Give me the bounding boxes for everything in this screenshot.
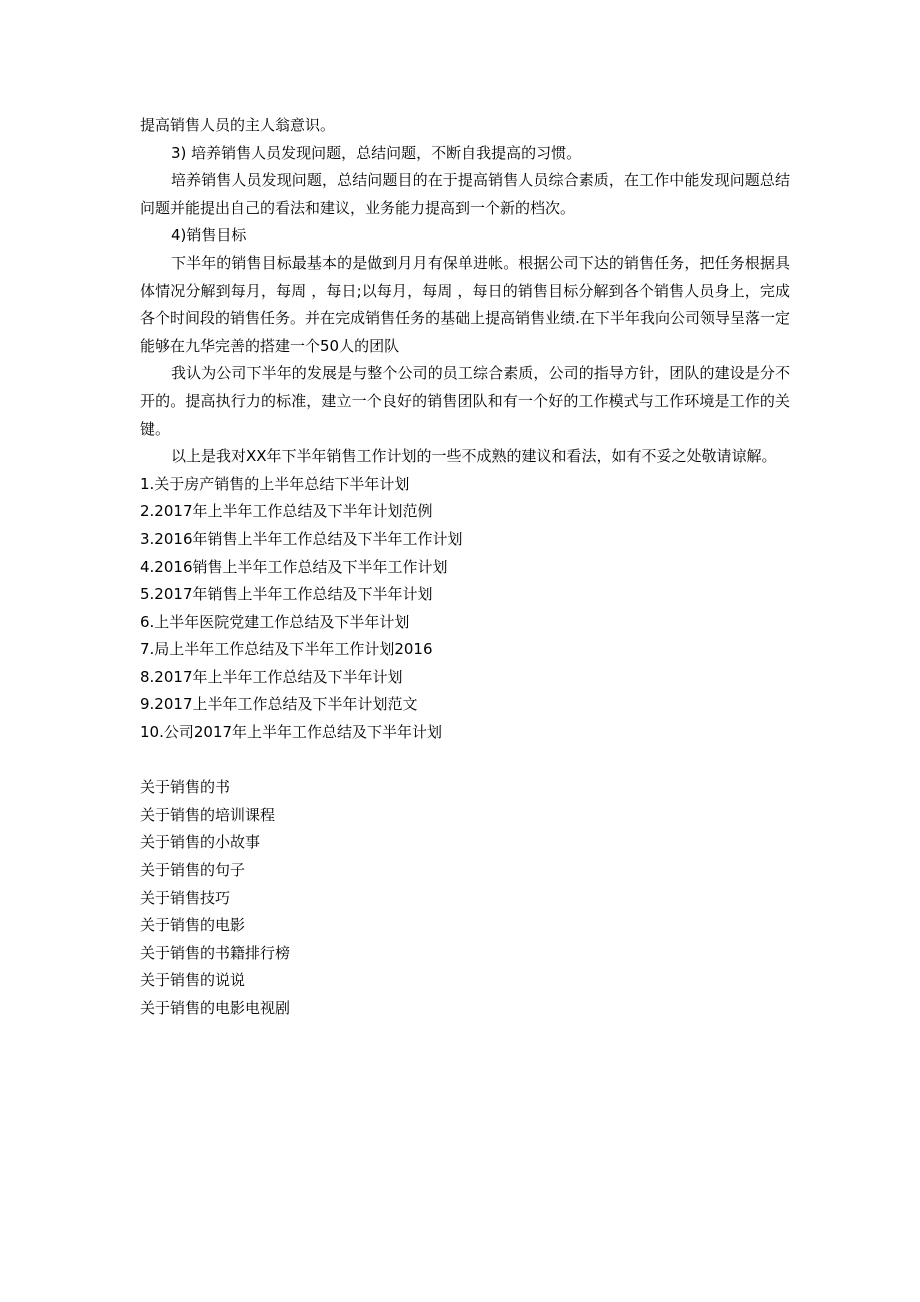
- numbered-link[interactable]: 5.2017年销售上半年工作总结及下半年计划: [140, 585, 433, 604]
- numbered-link[interactable]: 7.局上半年工作总结及下半年工作计划2016: [140, 640, 433, 659]
- related-link[interactable]: 关于销售的书籍排行榜: [140, 943, 291, 962]
- numbered-link[interactable]: 6.上半年医院党建工作总结及下半年计划: [140, 612, 410, 631]
- numbered-link[interactable]: 4.2016销售上半年工作总结及下半年工作计划: [140, 557, 448, 576]
- related-link[interactable]: 关于销售的句子: [140, 861, 246, 880]
- numbered-link[interactable]: 3.2016年销售上半年工作总结及下半年工作计划: [140, 529, 463, 548]
- paragraph: 我认为公司下半年的发展是与整个公司的员工综合素质，公司的指导方针，团队的建设是分不开的。提高执行力的标准，建立一个良好的销售团队和有一个好的工作模式与工作环境是工作的关键。: [140, 364, 790, 438]
- numbered-link[interactable]: 2.2017年上半年工作总结及下半年计划范例: [140, 502, 433, 521]
- related-link[interactable]: 关于销售的说说: [140, 971, 246, 990]
- paragraph: 4)销售目标: [171, 226, 247, 245]
- numbered-link-list: [140, 471, 790, 747]
- related-link[interactable]: 关于销售技巧: [140, 888, 231, 907]
- numbered-link[interactable]: 8.2017年上半年工作总结及下半年计划: [140, 667, 403, 686]
- related-link-list: [140, 774, 790, 1022]
- related-link[interactable]: 关于销售的书: [140, 778, 231, 797]
- paragraph: 提高销售人员的主人翁意识。: [140, 116, 336, 134]
- related-link[interactable]: 关于销售的培训课程: [140, 805, 276, 824]
- paragraph: 以上是我对XX年下半年销售工作计划的一些不成熟的建议和看法，如有不妥之处敬请谅解。: [171, 447, 777, 466]
- numbered-link[interactable]: 1.关于房产销售的上半年总结下半年计划: [140, 474, 410, 493]
- related-link[interactable]: 关于销售的小故事: [140, 833, 261, 852]
- numbered-link[interactable]: 10.公司2017年上半年工作总结及下半年计划: [140, 723, 443, 742]
- numbered-link[interactable]: 9.2017上半年工作总结及下半年计划范文: [140, 695, 418, 714]
- section-gap: [140, 747, 790, 775]
- paragraph: 培养销售人员发现问题，总结问题目的在于提高销售人员综合素质，在工作中能发现问题总结问题并能提出自己的看法和建议，业务能力提高到一个新的档次。: [140, 171, 790, 217]
- document-body: [140, 112, 790, 1023]
- related-link[interactable]: 关于销售的电影电视剧: [140, 999, 291, 1017]
- paragraph: 下半年的销售目标最基本的是做到月月有保单进帐。根据公司下达的销售任务，把任务根据具体情况分解到每月，每周 ，每日;以每月，每周 ，每日的销售目标分解到各个销售人员身上，完成各个时间段的销售任务。并在完成销售任务的基础上提高销售业绩.在下半年我向公司领导呈落一定能够在九华完善的搭建一个50人的团队: [140, 253, 790, 355]
- paragraph: 3) 培养销售人员发现问题，总结问题，不断自我提高的习惯。: [171, 143, 582, 162]
- related-link[interactable]: 关于销售的电影: [140, 916, 246, 935]
